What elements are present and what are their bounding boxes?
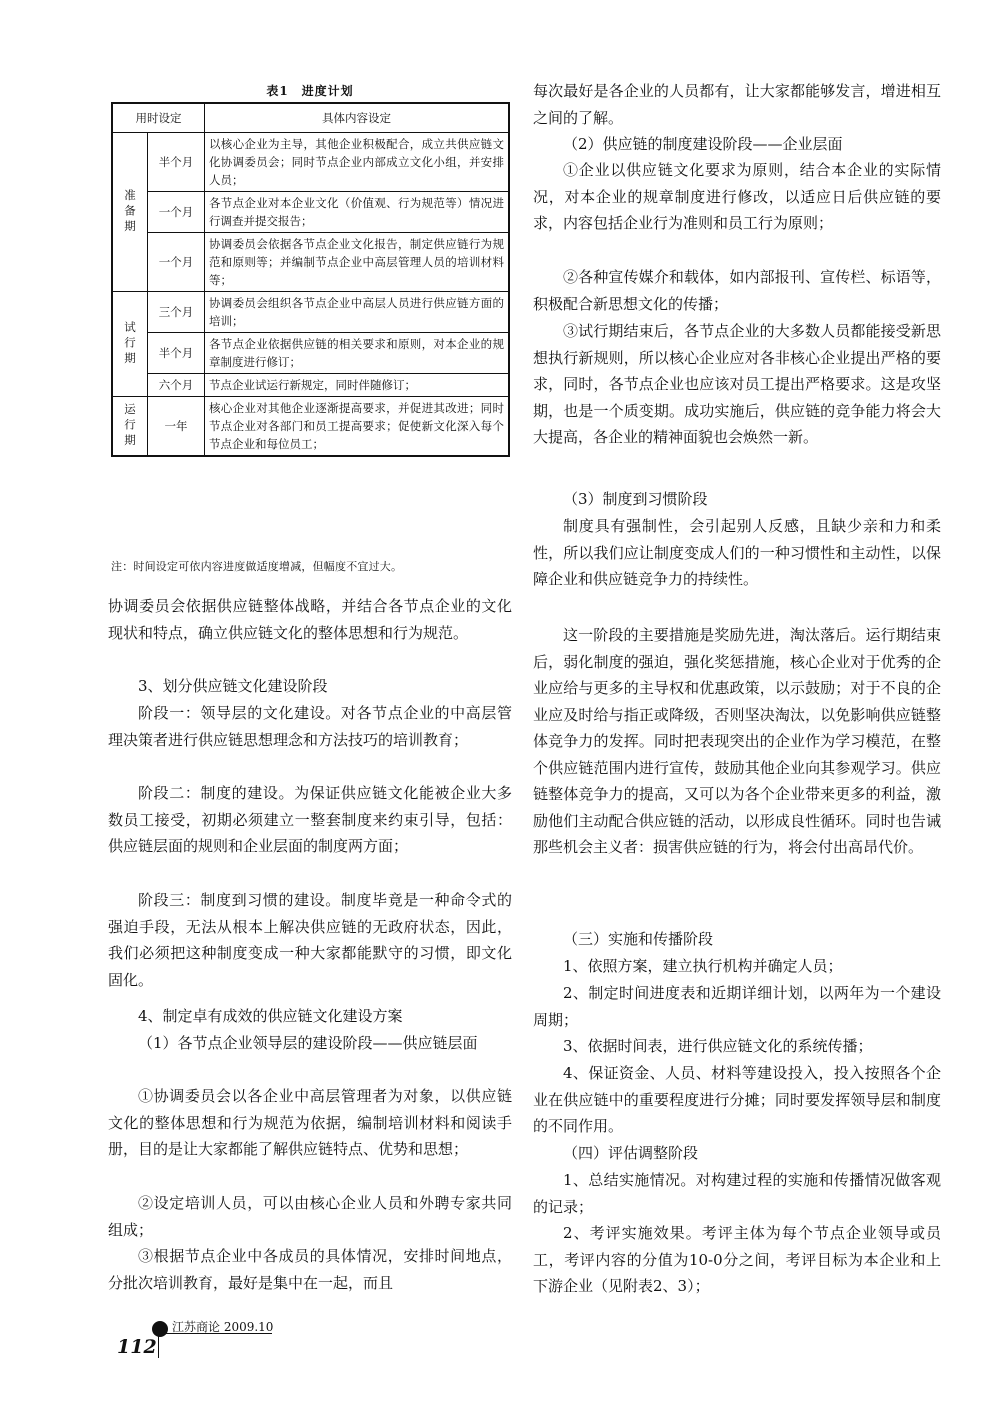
content-cell: 节点企业试运行新规定，同时伴随修订；: [205, 374, 510, 397]
table-row: [112, 374, 509, 397]
duration-cell: 半个月: [148, 133, 205, 192]
header-content: 具体内容设定: [205, 103, 510, 133]
footer-divider: [158, 1336, 159, 1358]
right-para-1: 每次最好是各企业的人员都有，让大家都能够发言，增进相互之间的了解。: [533, 82, 941, 127]
right-list-4: 4、保证资金、人员、材料等建设投入，投入按照各个企业在供应链中的重要程度进行分摊；同时要发挥领导层和制度的不同作用。: [533, 1064, 941, 1135]
phase-cell: 运行期: [112, 397, 148, 457]
header-duration: 用时设定: [112, 103, 205, 133]
left-para-stage2: 阶段二：制度的建设。为保证供应链文化能被企业大多数员工接受，初期必须建立一整套制度来约束引导，包括：供应链层面的规则和企业层面的制度两方面；: [108, 784, 512, 855]
right-heading-2: （2）供应链的制度建设阶段——企业层面: [563, 135, 843, 153]
table-row: [112, 133, 509, 192]
table-row: [112, 233, 509, 292]
table-row: [112, 333, 509, 374]
right-heading-implement: （三）实施和传播阶段: [563, 930, 714, 948]
right-list-3: 3、依据时间表，进行供应链文化的系统传播；: [563, 1037, 873, 1055]
schedule-table: [111, 102, 510, 457]
duration-cell: 一年: [148, 397, 205, 457]
left-para-item3: ③根据节点企业中各成员的具体情况，安排时间地点，分批次培训教育，最好是集中在一起，而且: [108, 1247, 512, 1292]
right-list-2: 2、制定时间进度表和近期详细计划，以两年为一个建设周期；: [533, 984, 941, 1029]
table-caption: 表1 进度计划: [266, 84, 354, 98]
content-cell: 核心企业对其他企业逐渐提高要求，并促进其改进；同时节点企业对各部门和员工提高要求；促使新文化深入每个节点企业和每位员工；: [205, 397, 510, 457]
left-para-item1: ①协调委员会以各企业中高层管理者为对象，以供应链文化的整体思想和行为规范为依据，编制培训材料和阅读手册，目的是让大家都能了解供应链特点、优势和思想；: [108, 1087, 512, 1158]
duration-cell: 半个月: [148, 333, 205, 374]
duration-cell: 一个月: [148, 233, 205, 292]
footer-publication: 江苏商论 2009.10: [172, 1320, 274, 1334]
table-note: 注：时间设定可依内容进度做适度增减，但幅度不宜过大。: [111, 560, 403, 573]
footer-dot-icon: [152, 1321, 168, 1337]
table-header-row: [112, 103, 509, 133]
right-eval-1: 1、总结实施情况。对构建过程的实施和传播情况做客观的记录；: [533, 1171, 941, 1216]
content-cell: 各节点企业依据供应链的相关要求和原则，对本企业的规章制度进行修订；: [205, 333, 510, 374]
left-heading-4: 4、制定卓有成效的供应链文化建设方案: [138, 1007, 403, 1025]
left-para-1: 协调委员会依据供应链整体战略，并结合各节点企业的文化现状和特点，确立供应链文化的整体思想和行为规范。: [108, 597, 512, 642]
right-para-item3: ③试行期结束后，各节点企业的大多数人员都能接受新思想执行新规则，所以核心企业应对各非核心企业提出严格的要求，同时，各节点企业也应该对员工提出严格要求。这是攻坚期，也是一个质变期。成功实施后，供应链的竞争能力将会大大提高，各企业的精神面貌也会焕然一新。: [533, 322, 941, 446]
right-heading-evaluate: （四）评估调整阶段: [563, 1144, 699, 1162]
content-cell: 协调委员会组织各节点企业中高层人员进行供应链方面的培训；: [205, 292, 510, 333]
phase-cell: 试行期: [112, 292, 148, 397]
right-para-item1: ①企业以供应链文化要求为原则，结合本企业的实际情况，对本企业的规章制度进行修改，以适应日后供应链的要求，内容包括企业行为准则和员工行为原则；: [533, 161, 941, 232]
left-heading-3: 3、划分供应链文化建设阶段: [138, 677, 328, 695]
content-cell: 以核心企业为主导，其他企业积极配合，成立共供应链文化协调委员会；同时节点企业内部成立文化小组，并安排人员；: [205, 133, 510, 192]
left-para-stage1: 阶段一：领导层的文化建设。对各节点企业的中高层管理决策者进行供应链思想理念和方法技巧的培训教育；: [108, 704, 512, 749]
page-number: 112: [117, 1336, 157, 1358]
table-row: [112, 292, 509, 333]
left-para-stage3: 阶段三：制度到习惯的建设。制度毕竟是一种命令式的强迫手段，无法从根本上解决供应链的无政府状态，因此，我们必须把这种制度变成一种大家都能默守的习惯，即文化固化。: [108, 891, 512, 989]
right-para-habit: 制度具有强制性，会引起别人反感，且缺少亲和力和柔性，所以我们应让制度变成人们的一种习惯性和主动性，以保障企业和供应链竞争力的持续性。: [533, 517, 941, 588]
content-cell: 协调委员会依据各节点企业文化报告，制定供应链行为规范和原则等；并编制节点企业中高层管理人员的培训材料等；: [205, 233, 510, 292]
left-para-sub1: （1）各节点企业领导层的建设阶段——供应链层面: [138, 1034, 478, 1052]
duration-cell: 六个月: [148, 374, 205, 397]
right-para-measures: 这一阶段的主要措施是奖励先进，淘汰落后。运行期结束后，弱化制度的强迫，强化奖惩措施，核心企业对于优秀的企业应给与更多的主导权和优惠政策，以示鼓励；对于不良的企业应及时给与指正或降级，否则坚决淘汰，以免影响供应链整体竞争力的发挥。同时把表现突出的企业作为学习模范，在整个供应链范围内进行宣传，鼓励其他企业向其参观学习。供应链整体竞争力的提高，又可以为各个企业带来更多的利益，激励他们主动配合供应链的活动，以形成良性循环。同时也告诫那些机会主义者：损害供应链的行为，将会付出高昂代价。: [533, 626, 941, 856]
table-row: [112, 397, 509, 457]
right-heading-3: （3）制度到习惯阶段: [563, 490, 708, 508]
left-para-item2: ②设定培训人员，可以由核心企业人员和外聘专家共同组成；: [108, 1194, 512, 1239]
content-cell: 各节点企业对本企业文化（价值观、行为规范等）情况进行调查并提交报告；: [205, 192, 510, 233]
duration-cell: 一个月: [148, 192, 205, 233]
right-list-1: 1、依照方案，建立执行机构并确定人员；: [563, 957, 843, 975]
table-row: [112, 192, 509, 233]
phase-cell: 准备期: [112, 133, 148, 292]
right-para-item2: ②各种宣传媒介和载体，如内部报刊、宣传栏、标语等，积极配合新思想文化的传播；: [533, 268, 941, 313]
duration-cell: 三个月: [148, 292, 205, 333]
right-eval-2: 2、考评实施效果。考评主体为每个节点企业领导或员工，考评内容的分值为10-0分之间，考评目标为本企业和上下游企业（见附表2、3）；: [533, 1224, 941, 1295]
